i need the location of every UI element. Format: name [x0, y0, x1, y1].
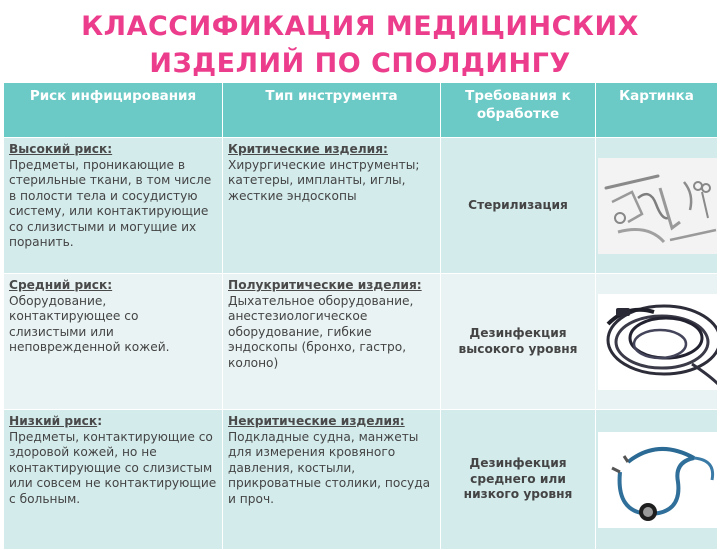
header-risk: Риск инфицирования: [4, 83, 223, 138]
risk-text: Оборудование, контактирующее со слизистыми или неповрежденной кожей.: [9, 293, 170, 354]
header-processing-requirements: Требования к обработке: [441, 83, 596, 138]
risk-text: Предметы, проникающие в стерильные ткани, в том числе в полости тела и сосудистую систему, или контактирующие со слизистыми и могущие их поранить.: [9, 157, 212, 249]
requirement-cell: Дезинфекция среднего или низкого уровня: [441, 410, 596, 550]
type-lead: Полукритические изделия:: [228, 278, 422, 292]
type-lead: Критические изделия:: [228, 142, 388, 156]
picture-cell: [596, 138, 718, 274]
type-lead: Некритические изделия:: [228, 414, 405, 428]
type-text: Дыхательное оборудование, анестезиологическое оборудование, гибкие эндоскопы (бронхо, гастро, колоно): [228, 293, 414, 370]
risk-lead-colon: :: [97, 414, 103, 428]
type-cell: [223, 274, 441, 410]
page-title: [0, 8, 720, 82]
risk-cell: [4, 274, 223, 410]
surgical-instruments-image: [598, 158, 718, 254]
risk-cell: [4, 410, 223, 550]
header-picture: Картинка: [596, 83, 718, 138]
stethoscope-illustration: [598, 432, 718, 528]
type-text: Подкладные судна, манжеты для измерения кровяного давления, костыли, прикроватные столики, посуда и проч.: [228, 429, 431, 506]
table-row-low-risk: [4, 410, 718, 550]
spaulding-classification-table: [3, 82, 718, 550]
requirement-cell: Стерилизация: [441, 138, 596, 274]
surgical-instruments-illustration: [598, 158, 718, 254]
type-cell: [223, 410, 441, 550]
picture-cell: [596, 410, 718, 550]
risk-lead: Высокий риск:: [9, 142, 113, 156]
title-line-2: ИЗДЕЛИЙ ПО СПОЛДИНГУ: [149, 48, 571, 79]
type-cell: [223, 138, 441, 274]
header-row: [4, 83, 718, 138]
risk-text: Предметы, контактирующие со здоровой кожей, но не контактирующие со слизистым или совсем не контактирующие с больным.: [9, 429, 217, 506]
risk-cell: [4, 138, 223, 274]
table-row-high-risk: [4, 138, 718, 274]
risk-lead: Низкий риск: [9, 414, 98, 428]
stethoscope-image: [598, 432, 718, 528]
title-line-1: КЛАССИФИКАЦИЯ МЕДИЦИНСКИХ: [81, 11, 639, 42]
type-text: Хирургические инструменты; катетеры, импланты, иглы, жесткие эндоскопы: [228, 157, 420, 203]
picture-cell: [596, 274, 718, 410]
flexible-endoscopes-image: [598, 294, 718, 390]
requirement-cell: Дезинфекция высокого уровня: [441, 274, 596, 410]
flexible-endoscopes-illustration: [598, 294, 718, 390]
table-row-medium-risk: [4, 274, 718, 410]
header-instrument-type: Тип инструмента: [223, 83, 441, 138]
risk-lead: Средний риск:: [9, 278, 113, 292]
